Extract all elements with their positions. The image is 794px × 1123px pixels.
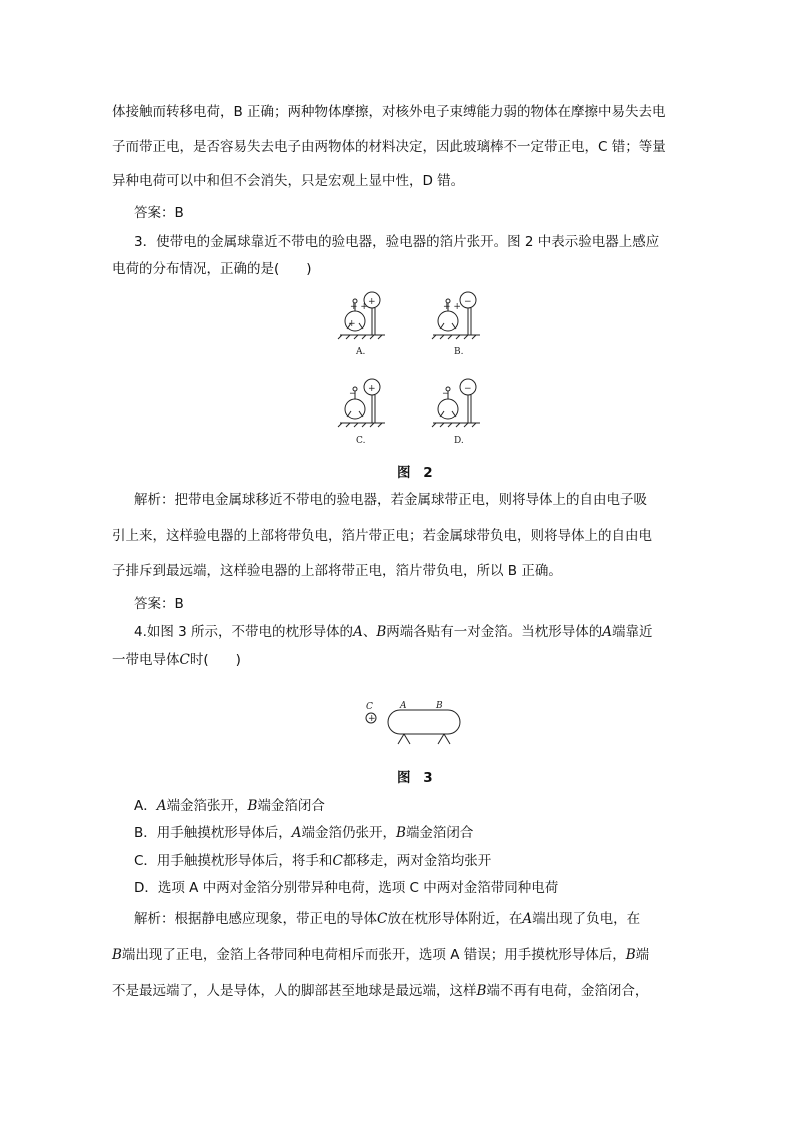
charge-label: C [366,702,373,712]
option-d: D．选项 A 中两对金箔分别带异种电荷，选项 C 中两对金箔带同种电荷 [134,880,559,896]
explanation-3-line3: 子排斥到最远端，这样验电器的上部将带正电，箔片带负电，所以 B 正确。 [112,563,562,579]
charge-sign: + [368,714,376,724]
explanation-4-line3: 不是最远端了，人是导体，人的脚部甚至地球是最远端，这样B端不再有电荷，金箔闭合， [112,983,649,999]
ball-sign-b: − [464,297,472,307]
end-b-label: B [436,701,443,711]
explanation-3-line2: 引上来，这样验电器的上部将带负电，箔片带正电；若金属球带负电，则将导体上的自由电 [112,528,652,544]
figure-2 [330,285,490,455]
ball-sign-a: + [368,297,376,307]
text-line: 异种电荷可以中和但不会消失，只是宏观上显中性，D 错。 [112,173,465,189]
option-label-d: D. [454,436,464,446]
figure-3-caption: 图 3 [397,770,437,786]
end-a-label: A [400,701,407,711]
answer-line: 答案：B [134,596,184,612]
option-b: B．用手触摸枕形导体后，A端金箔仍张开，B端金箔闭合 [134,825,474,841]
option-label-b: B. [454,347,464,357]
explanation-4-line1: 解析：根据静电感应现象，带正电的导体C放在枕形导体附近，在A端出现了负电，在 [134,911,641,927]
svg-text:+: + [348,319,356,329]
figure-2-caption: 图 2 [397,465,437,481]
explanation-3-line1: 解析：把带电金属球移近不带电的验电器，若金属球带正电，则将导体上的自由电子吸 [134,492,647,508]
option-label-c: C. [356,436,366,446]
option-label-a: A. [356,347,366,357]
electroscope-c [338,379,385,446]
top-charge-a: + + [350,302,368,312]
svg-text:−: − [349,389,357,399]
text-line: 体接触而转移电荷，B 正确；两种物体摩擦，对核外电子束缚能力弱的物体在摩擦中易失去电 [112,104,666,120]
question-4-line1: 4.如图 3 所示，不带电的枕形导体的A、B两端各贴有一对金箔。当枕形导体的A端靠近 [134,624,653,640]
answer-line: 答案：B [134,205,184,221]
question-3-line1: 3．使带电的金属球靠近不带电的验电器，验电器的箔片张开。图 2 中表示验电器上感应 [134,234,660,250]
figure-3 [360,698,490,758]
question-3-line2: 电荷的分布情况，正确的是( ) [112,261,312,277]
pillow-conductor [388,710,460,734]
svg-text:−: − [442,389,450,399]
explanation-4-line2: B端出现了正电，金箔上各带同种电荷相斥而张开，选项 A 错误；用手摸枕形导体后，B端 [112,947,650,963]
electroscope-b [432,292,480,357]
electroscope-d [432,379,480,446]
option-c: C．用手触摸枕形导体后，将手和C都移走，两对金箔均张开 [134,853,492,869]
electroscope-a [338,292,385,357]
svg-text:+ +: + + [443,302,461,312]
text-line: 子而带正电，是否容易失去电子由两物体的材料决定，因此玻璃棒不一定带正电，C 错；等量 [112,139,666,155]
ball-sign-d: − [464,384,472,394]
ball-sign-c: + [368,384,376,394]
question-4-line2: 一带电导体C时( ) [112,652,241,668]
option-a: A．A端金箔张开，B端金箔闭合 [134,798,325,814]
